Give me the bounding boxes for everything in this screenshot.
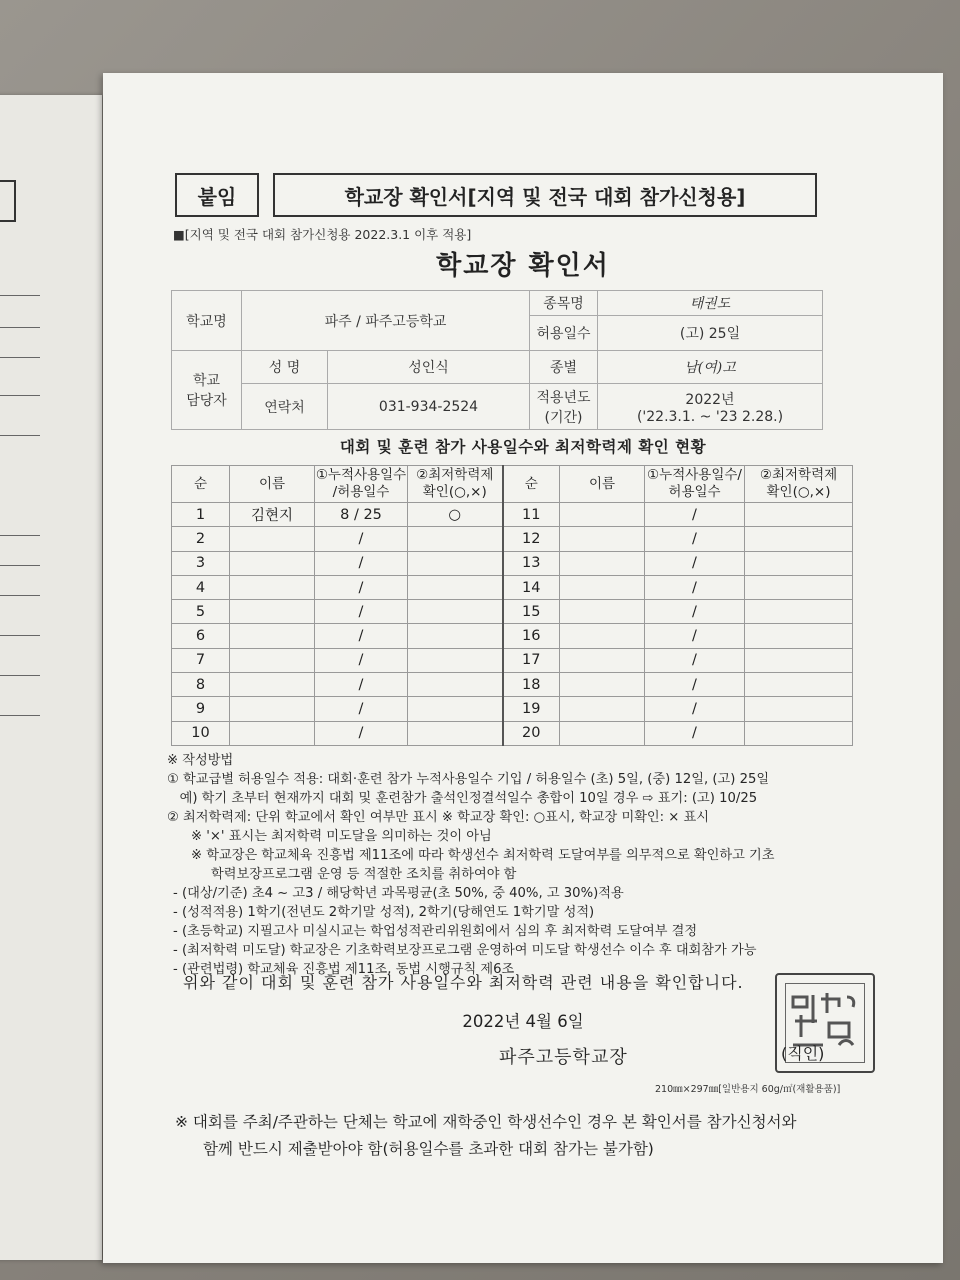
days-used-cell: / <box>645 648 745 672</box>
min-academic-check-cell <box>745 551 853 575</box>
athlete-name-cell <box>230 624 315 648</box>
col-name-2: 이름 <box>560 466 645 503</box>
athlete-name-cell <box>230 673 315 697</box>
days-used-cell: / <box>315 673 408 697</box>
section-title: 대회 및 훈련 참가 사용일수와 최저학력제 확인 현황 <box>339 438 707 456</box>
allowed-days-label: 허용일수 <box>530 316 598 351</box>
note-line: - (대상/기준) 초4 ~ 고3 / 해당학년 과목평균(초 50%, 중 40%, 고 30%)적용 <box>173 886 624 901</box>
min-academic-check-cell: ○ <box>408 503 503 527</box>
adjacent-line <box>0 435 40 436</box>
principal-signature: 파주고등학교장 <box>499 1047 628 1068</box>
row-number-cell: 9 <box>172 697 230 721</box>
min-academic-check-cell <box>745 673 853 697</box>
row-number-cell: 14 <box>503 575 560 599</box>
min-academic-check-cell <box>408 648 503 672</box>
athlete-name-cell <box>230 575 315 599</box>
days-used-cell: / <box>315 648 408 672</box>
attachment-label: 붙임 <box>197 184 237 209</box>
adjacent-line <box>0 327 40 328</box>
min-academic-check-cell <box>745 503 853 527</box>
school-name-value: 파주 / 파주고등학교 <box>242 291 530 351</box>
table-row <box>172 527 853 551</box>
row-number-cell: 16 <box>503 624 560 648</box>
adjacent-line <box>0 395 40 396</box>
year-label: 적용년도 (기간) <box>530 384 598 430</box>
min-academic-check-cell <box>408 721 503 745</box>
row-number-cell: 2 <box>172 527 230 551</box>
note-line: - (성적적용) 1학기(전년도 2학기말 성적), 2학기(당해연도 1학기말 성적) <box>173 905 595 920</box>
min-academic-check-cell <box>745 624 853 648</box>
sport-label: 종목명 <box>530 291 598 316</box>
table-row <box>172 575 853 599</box>
row-number-cell: 4 <box>172 575 230 599</box>
row-number-cell: 7 <box>172 648 230 672</box>
seal-label: (직인) <box>781 1044 825 1063</box>
sport-value: 태권도 <box>598 291 823 316</box>
min-academic-check-cell <box>408 575 503 599</box>
row-number-cell: 11 <box>503 503 560 527</box>
row-number-cell: 17 <box>503 648 560 672</box>
days-used-cell: / <box>645 697 745 721</box>
min-academic-check-cell <box>745 697 853 721</box>
school-name-label: 학교명 <box>172 291 242 351</box>
days-used-cell: / <box>645 551 745 575</box>
table-row <box>172 648 853 672</box>
athlete-name-cell <box>560 575 645 599</box>
footer-notice <box>175 1109 796 1163</box>
gender-label: 종별 <box>530 351 598 384</box>
table-row <box>172 551 853 575</box>
min-academic-check-cell <box>745 527 853 551</box>
footer-line: 함께 반드시 제출받아야 함(허용일수를 초과한 대회 참가는 불가함) <box>203 1140 654 1158</box>
athlete-name-cell <box>230 648 315 672</box>
col-check-2: ②최저학력제 확인(○,×) <box>745 466 853 503</box>
days-used-cell: / <box>315 721 408 745</box>
col-no-2: 순 <box>503 466 560 503</box>
col-check: ②최저학력제 확인(○,×) <box>408 466 503 503</box>
row-number-cell: 19 <box>503 697 560 721</box>
days-used-cell: / <box>315 697 408 721</box>
school-info-table <box>171 290 823 430</box>
note-line: ※ '×' 표시는 최저학력 미도달을 의미하는 것이 아님 <box>191 829 492 844</box>
note-line: ② 최저학력제: 단위 학교에서 확인 여부만 표시 ※ 학교장 확인: ○표시, 학교장 미확인: × 표시 <box>167 810 710 825</box>
issue-date: 2022년 4월 6일 <box>462 1012 584 1031</box>
table-row <box>172 600 853 624</box>
row-number-cell: 15 <box>503 600 560 624</box>
col-no: 순 <box>172 466 230 503</box>
adjacent-line <box>0 565 40 566</box>
athlete-name-cell <box>560 527 645 551</box>
school-manager-label: 학교 담당자 <box>172 351 242 430</box>
note-line: ※ 학교장은 학교체육 진흥법 제11조에 따라 학생선수 최저학력 도달여부를 의무적으로 확인하고 기초 <box>191 848 775 863</box>
manager-name-label: 성 명 <box>242 351 328 384</box>
athlete-name-cell <box>560 600 645 624</box>
manager-name-value: 성인식 <box>328 351 530 384</box>
col-days: ①누적사용일수 /허용일수 <box>315 466 408 503</box>
min-academic-check-cell <box>408 697 503 721</box>
note-line: - (최저학력 미도달) 학교장은 기초학력보장프로그램 운영하여 미도달 학생선수 이수 후 대회참가 가능 <box>173 943 757 958</box>
table-row <box>172 624 853 648</box>
athlete-name-cell <box>230 551 315 575</box>
row-number-cell: 12 <box>503 527 560 551</box>
athlete-name-cell: 김현지 <box>230 503 315 527</box>
form-size-note: 210㎜×297㎜[일반용지 60g/㎡(재활용품)] <box>655 1084 841 1095</box>
writing-instructions <box>167 751 775 979</box>
row-number-cell: 10 <box>172 721 230 745</box>
note-line: ① 학교급별 허용일수 적용: 대회·훈련 참가 누적사용일수 기입 / 허용일수 (초) 5일, (중) 12일, (고) 25일 <box>167 772 770 787</box>
confirmation-statement: 위와 같이 대회 및 훈련 참가 사용일수와 최저학력 관련 내용을 확인합니다. <box>183 973 744 992</box>
row-number-cell: 5 <box>172 600 230 624</box>
athlete-name-cell <box>230 600 315 624</box>
row-number-cell: 20 <box>503 721 560 745</box>
days-used-cell: / <box>315 575 408 599</box>
min-academic-check-cell <box>408 551 503 575</box>
form-title: 학교장 확인서[지역 및 전국 대회 참가신청용] <box>344 184 746 209</box>
apply-note: ■[지역 및 전국 대회 참가신청용 2022.3.1 이후 적용] <box>173 227 472 242</box>
document-title: 학교장 확인서 <box>436 251 610 281</box>
days-used-cell: / <box>315 624 408 648</box>
min-academic-check-cell <box>408 624 503 648</box>
note-line: - (관련법령) 학교체육 진흥법 제11조, 동법 시행규칙 제6조 <box>173 962 515 977</box>
athlete-name-cell <box>230 527 315 551</box>
days-used-cell: / <box>645 575 745 599</box>
athlete-name-cell <box>560 503 645 527</box>
athlete-name-cell <box>560 721 645 745</box>
row-number-cell: 1 <box>172 503 230 527</box>
min-academic-check-cell <box>408 527 503 551</box>
days-used-cell: / <box>645 673 745 697</box>
form-title-box <box>273 173 817 217</box>
athlete-name-cell <box>560 624 645 648</box>
athlete-roster-table <box>171 465 853 746</box>
attachment-label-box <box>175 173 259 217</box>
col-days-2: ①누적사용일수/ 허용일수 <box>645 466 745 503</box>
min-academic-check-cell <box>408 673 503 697</box>
row-number-cell: 3 <box>172 551 230 575</box>
days-used-cell: / <box>645 527 745 551</box>
table-row <box>172 503 853 527</box>
adjacent-line <box>0 595 40 596</box>
contact-value: 031-934-2524 <box>328 384 530 430</box>
contact-label: 연락처 <box>242 384 328 430</box>
table-row <box>172 673 853 697</box>
days-used-cell: / <box>645 624 745 648</box>
adjacent-line <box>0 675 40 676</box>
row-number-cell: 18 <box>503 673 560 697</box>
year-value: 2022년 ('22.3.1. ~ '23 2.28.) <box>598 384 823 430</box>
notes-heading: ※ 작성방법 <box>167 753 234 768</box>
min-academic-check-cell <box>745 721 853 745</box>
athlete-name-cell <box>560 673 645 697</box>
athlete-name-cell <box>560 551 645 575</box>
days-used-cell: / <box>315 600 408 624</box>
row-number-cell: 6 <box>172 624 230 648</box>
min-academic-check-cell <box>408 600 503 624</box>
adjacent-document-edge <box>0 95 102 1260</box>
row-number-cell: 13 <box>503 551 560 575</box>
adjacent-line <box>0 635 40 636</box>
adjacent-header-box <box>0 180 16 222</box>
table-row <box>172 721 853 745</box>
adjacent-line <box>0 535 40 536</box>
days-used-cell: / <box>645 600 745 624</box>
days-used-cell: / <box>315 527 408 551</box>
allowed-days-value: (고) 25일 <box>598 316 823 351</box>
footer-line: ※ 대회를 주최/주관하는 단체는 학교에 재학중인 학생선수인 경우 본 확인서를 참가신청서와 <box>175 1113 797 1131</box>
min-academic-check-cell <box>745 600 853 624</box>
table-row <box>172 697 853 721</box>
min-academic-check-cell <box>745 575 853 599</box>
col-name: 이름 <box>230 466 315 503</box>
note-line: 학력보장프로그램 운영 등 적절한 조치를 취하여야 함 <box>211 867 517 882</box>
athlete-name-cell <box>230 697 315 721</box>
athlete-name-cell <box>230 721 315 745</box>
days-used-cell: / <box>645 721 745 745</box>
row-number-cell: 8 <box>172 673 230 697</box>
athlete-name-cell <box>560 648 645 672</box>
days-used-cell: / <box>645 503 745 527</box>
note-line: - (초등학교) 지필고사 미실시교는 학업성적관리위원회에서 심의 후 최저학력 도달여부 결정 <box>173 924 698 939</box>
gender-value: 남(여)고 <box>598 351 823 384</box>
days-used-cell: 8 / 25 <box>315 503 408 527</box>
note-line: 예) 학기 초부터 현재까지 대회 및 훈련참가 출석인정결석일수 총합이 10일 경우 ⇨ 표기: (고) 10/25 <box>167 791 758 806</box>
document-page <box>103 73 943 1263</box>
min-academic-check-cell <box>745 648 853 672</box>
days-used-cell: / <box>315 551 408 575</box>
adjacent-line <box>0 295 40 296</box>
adjacent-line <box>0 357 40 358</box>
adjacent-line <box>0 715 40 716</box>
athlete-name-cell <box>560 697 645 721</box>
